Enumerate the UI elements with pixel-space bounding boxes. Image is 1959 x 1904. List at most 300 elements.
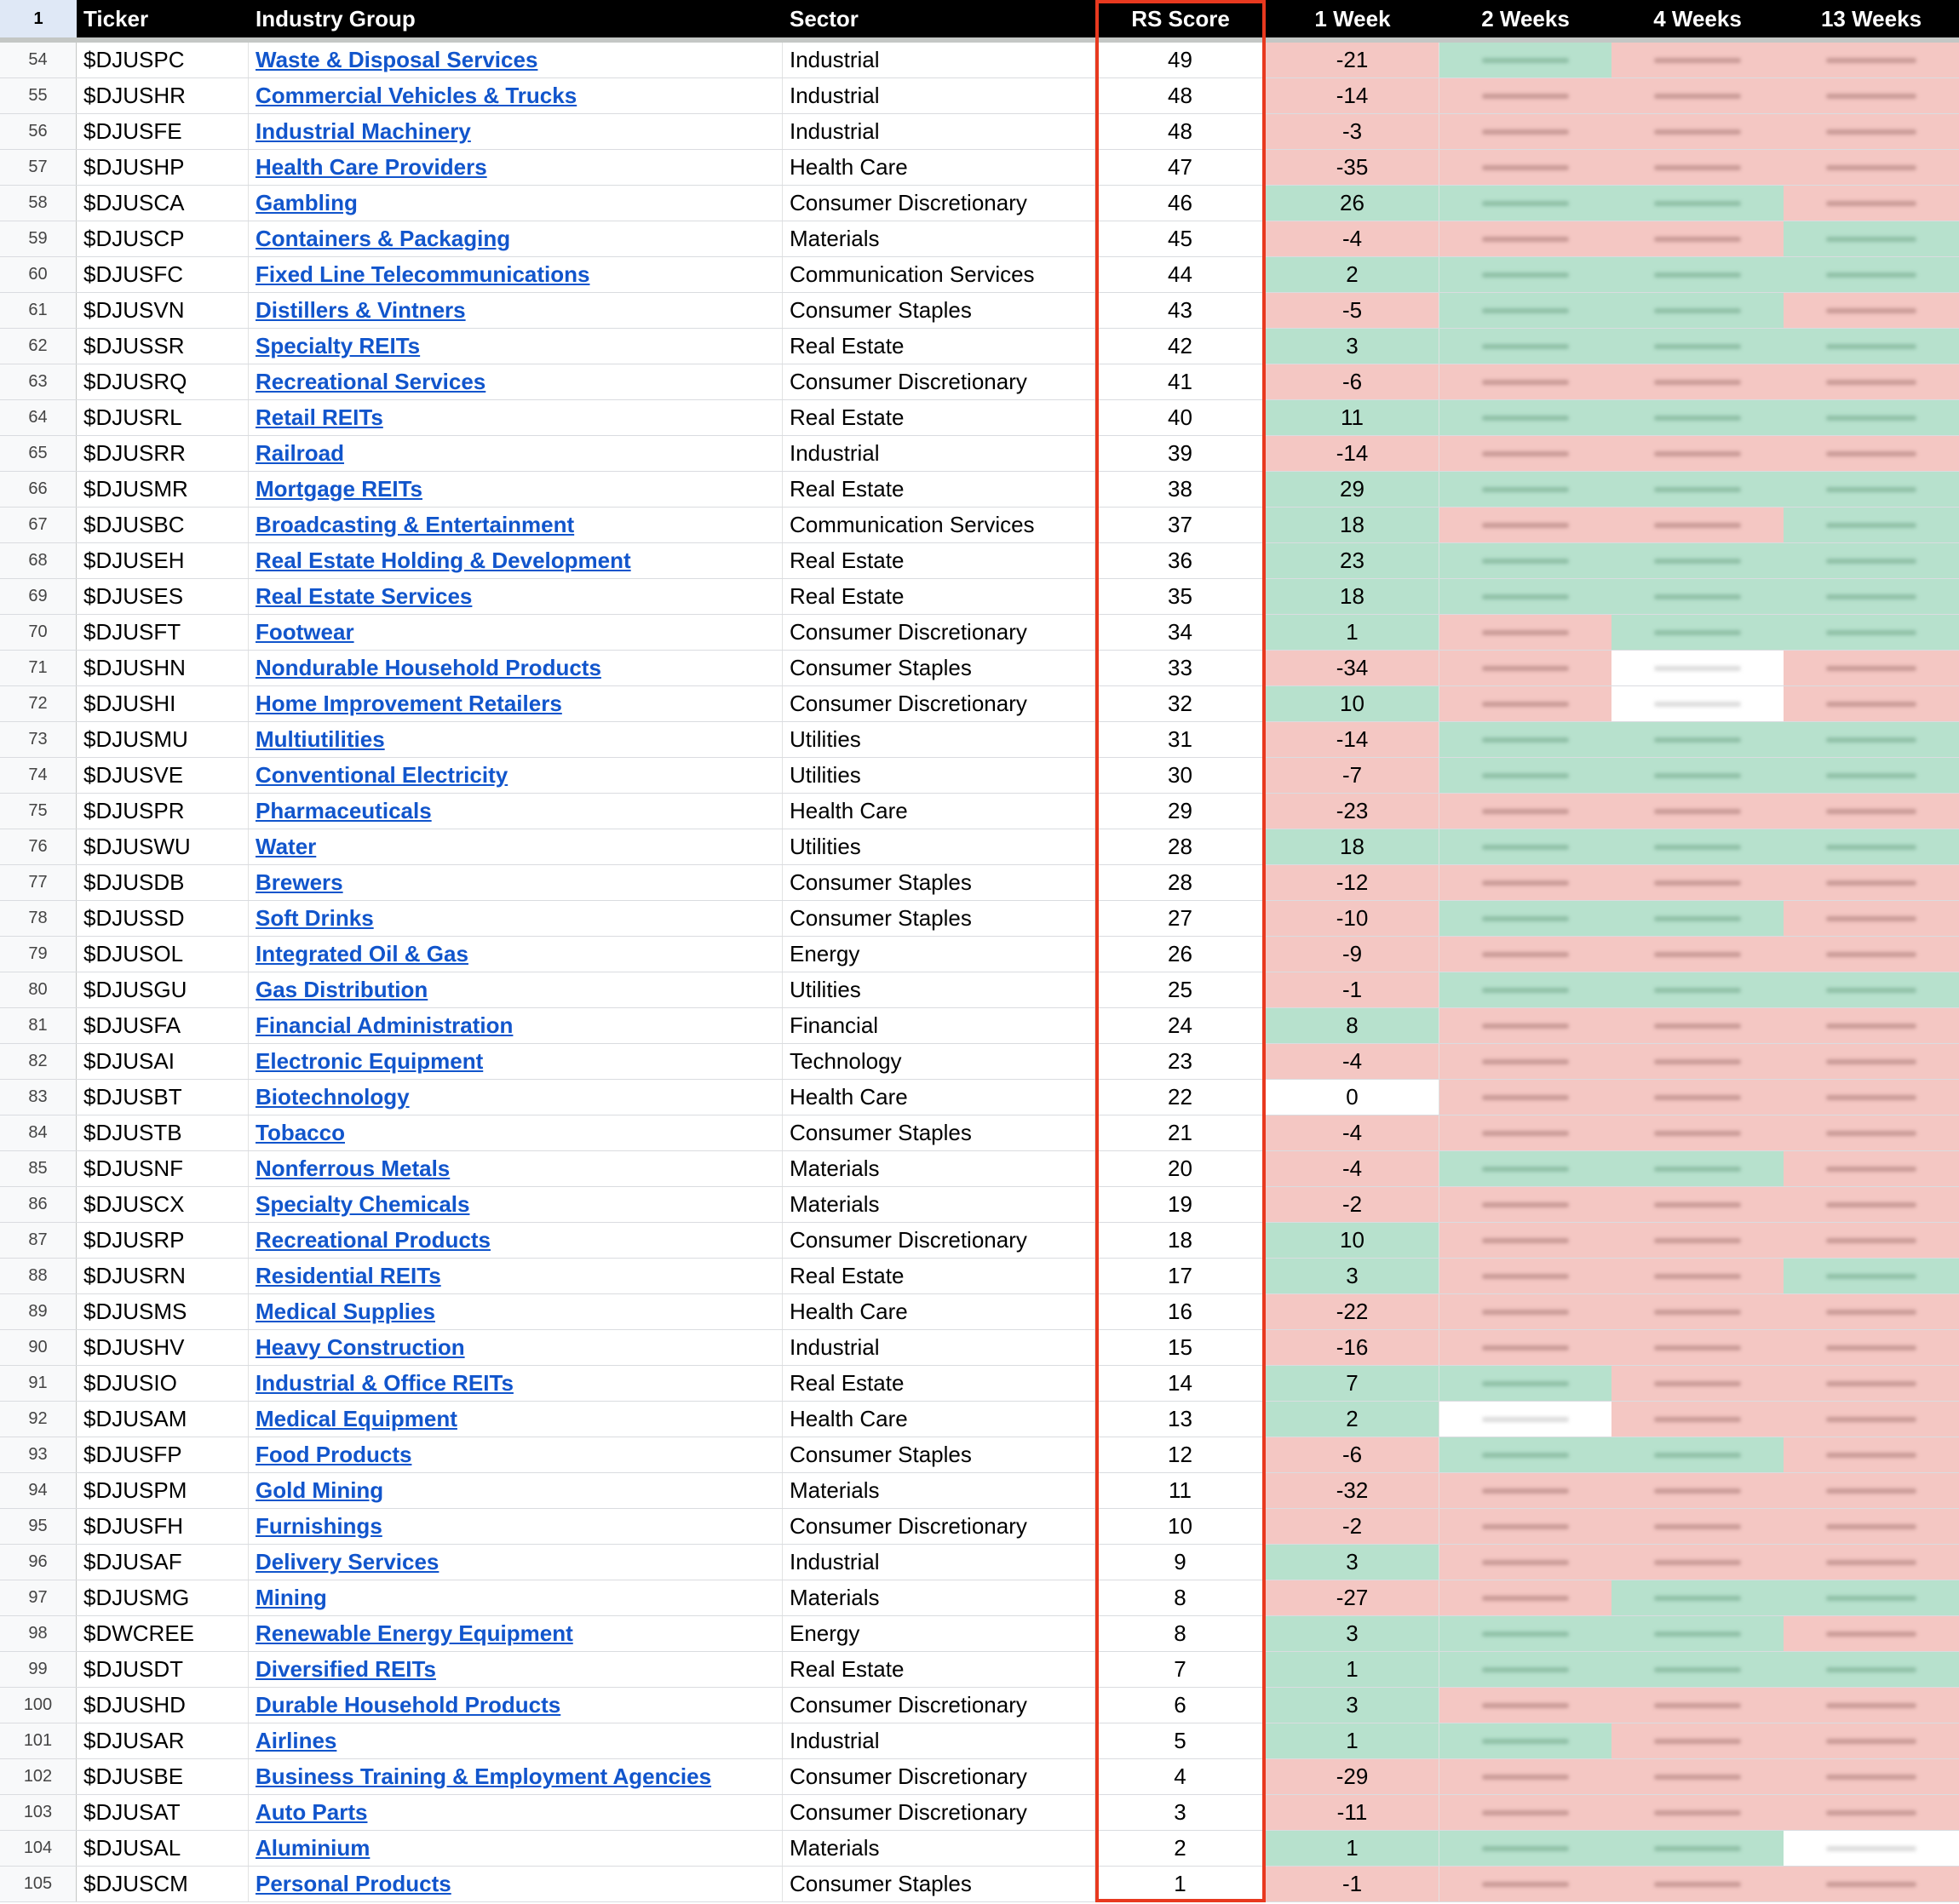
week4-blurred-cell[interactable]: [1611, 329, 1784, 364]
industry-group-cell[interactable]: [249, 794, 783, 829]
ticker-cell[interactable]: $DJUSHI: [77, 686, 249, 721]
ticker-cell[interactable]: $DJUSVE: [77, 758, 249, 793]
row-number[interactable]: 102: [0, 1759, 77, 1794]
rs-score-cell[interactable]: 3: [1095, 1795, 1266, 1830]
industry-group-cell[interactable]: [249, 78, 783, 113]
sector-cell[interactable]: Consumer Staples: [783, 901, 1095, 936]
rs-score-cell[interactable]: 20: [1095, 1151, 1266, 1186]
week1-change-cell[interactable]: -23: [1266, 794, 1439, 829]
sector-cell[interactable]: Utilities: [783, 722, 1095, 757]
ticker-cell[interactable]: $DJUSSD: [77, 901, 249, 936]
industry-group-link[interactable]: Medical Supplies: [256, 1299, 435, 1324]
week13-blurred-cell[interactable]: [1784, 615, 1959, 650]
week13-blurred-cell[interactable]: [1784, 1652, 1959, 1687]
sector-cell[interactable]: Energy: [783, 1616, 1095, 1651]
week4-blurred-cell[interactable]: [1611, 114, 1784, 149]
sector-cell[interactable]: Consumer Discretionary: [783, 1509, 1095, 1544]
week2-blurred-cell[interactable]: [1439, 114, 1611, 149]
rs-score-cell[interactable]: 35: [1095, 579, 1266, 614]
industry-group-cell[interactable]: [249, 865, 783, 900]
week4-blurred-cell[interactable]: [1611, 1330, 1784, 1365]
ticker-cell[interactable]: $DJUSAL: [77, 1831, 249, 1866]
sector-cell[interactable]: Technology: [783, 1044, 1095, 1079]
week13-blurred-cell[interactable]: [1784, 257, 1959, 292]
row-number[interactable]: 93: [0, 1437, 77, 1472]
row-number[interactable]: 99: [0, 1652, 77, 1687]
rs-score-cell[interactable]: 28: [1095, 865, 1266, 900]
table-row[interactable]: [0, 508, 1959, 543]
week1-change-cell[interactable]: 1: [1266, 1831, 1439, 1866]
ticker-cell[interactable]: $DJUSRL: [77, 400, 249, 435]
rs-score-cell[interactable]: 28: [1095, 829, 1266, 864]
sector-cell[interactable]: Consumer Staples: [783, 293, 1095, 328]
week13-blurred-cell[interactable]: [1784, 1795, 1959, 1830]
industry-group-cell[interactable]: [249, 508, 783, 542]
industry-group-cell[interactable]: [249, 1580, 783, 1615]
ticker-cell[interactable]: $DJUSEH: [77, 543, 249, 578]
week13-blurred-cell[interactable]: [1784, 472, 1959, 507]
industry-group-link[interactable]: Heavy Construction: [256, 1334, 465, 1360]
industry-group-cell[interactable]: [249, 937, 783, 972]
week2-blurred-cell[interactable]: [1439, 1259, 1611, 1293]
ticker-cell[interactable]: $DJUSAF: [77, 1545, 249, 1580]
week13-blurred-cell[interactable]: [1784, 1509, 1959, 1544]
rs-score-cell[interactable]: 12: [1095, 1437, 1266, 1472]
table-row[interactable]: [0, 1867, 1959, 1902]
week2-blurred-cell[interactable]: [1439, 150, 1611, 185]
week13-blurred-cell[interactable]: [1784, 329, 1959, 364]
week4-blurred-cell[interactable]: [1611, 364, 1784, 399]
table-row[interactable]: [0, 1437, 1959, 1473]
rs-score-cell[interactable]: 48: [1095, 114, 1266, 149]
row-number[interactable]: 55: [0, 78, 77, 113]
row-number[interactable]: 60: [0, 257, 77, 292]
week1-change-cell[interactable]: 8: [1266, 1008, 1439, 1043]
week4-blurred-cell[interactable]: [1611, 686, 1784, 721]
week13-blurred-cell[interactable]: [1784, 543, 1959, 578]
week4-blurred-cell[interactable]: [1611, 1187, 1784, 1222]
week1-change-cell[interactable]: -2: [1266, 1509, 1439, 1544]
ticker-cell[interactable]: $DJUSBT: [77, 1080, 249, 1115]
ticker-cell[interactable]: $DJUSAI: [77, 1044, 249, 1079]
row-number[interactable]: 90: [0, 1330, 77, 1365]
week4-blurred-cell[interactable]: [1611, 1223, 1784, 1258]
sector-cell[interactable]: Consumer Staples: [783, 651, 1095, 685]
rs-score-cell[interactable]: 38: [1095, 472, 1266, 507]
industry-group-link[interactable]: Gas Distribution: [256, 977, 428, 1002]
industry-group-cell[interactable]: [249, 972, 783, 1007]
week1-change-cell[interactable]: -10: [1266, 901, 1439, 936]
table-row[interactable]: [0, 829, 1959, 865]
week4-blurred-cell[interactable]: [1611, 1044, 1784, 1079]
ticker-cell[interactable]: $DJUSDT: [77, 1652, 249, 1687]
week4-blurred-cell[interactable]: [1611, 186, 1784, 221]
industry-group-cell[interactable]: [249, 1473, 783, 1508]
industry-group-cell[interactable]: [249, 364, 783, 399]
week2-blurred-cell[interactable]: [1439, 901, 1611, 936]
week13-blurred-cell[interactable]: [1784, 186, 1959, 221]
industry-group-cell[interactable]: [249, 400, 783, 435]
week1-change-cell[interactable]: -3: [1266, 114, 1439, 149]
week2-blurred-cell[interactable]: [1439, 829, 1611, 864]
ticker-cell[interactable]: $DJUSGU: [77, 972, 249, 1007]
table-row[interactable]: [0, 543, 1959, 579]
industry-group-link[interactable]: Distillers & Vintners: [256, 297, 466, 323]
sector-cell[interactable]: Industrial: [783, 43, 1095, 77]
rs-score-cell[interactable]: 8: [1095, 1616, 1266, 1651]
industry-group-cell[interactable]: [249, 1545, 783, 1580]
week1-change-cell[interactable]: -4: [1266, 221, 1439, 256]
week13-blurred-cell[interactable]: [1784, 43, 1959, 77]
week1-change-cell[interactable]: -9: [1266, 937, 1439, 972]
week1-change-cell[interactable]: -35: [1266, 150, 1439, 185]
row-number[interactable]: 73: [0, 722, 77, 757]
ticker-cell[interactable]: $DJUSHV: [77, 1330, 249, 1365]
week13-blurred-cell[interactable]: [1784, 1867, 1959, 1901]
sector-cell[interactable]: Real Estate: [783, 579, 1095, 614]
week4-blurred-cell[interactable]: [1611, 794, 1784, 829]
rs-score-cell[interactable]: 37: [1095, 508, 1266, 542]
industry-group-cell[interactable]: [249, 579, 783, 614]
week13-blurred-cell[interactable]: [1784, 1545, 1959, 1580]
industry-group-cell[interactable]: [249, 436, 783, 471]
table-row[interactable]: [0, 472, 1959, 508]
industry-group-link[interactable]: Durable Household Products: [256, 1692, 561, 1718]
industry-group-cell[interactable]: [249, 257, 783, 292]
sector-cell[interactable]: Health Care: [783, 1080, 1095, 1115]
week1-change-cell[interactable]: 29: [1266, 472, 1439, 507]
industry-group-link[interactable]: Food Products: [256, 1442, 412, 1467]
sector-cell[interactable]: Real Estate: [783, 1259, 1095, 1293]
week13-blurred-cell[interactable]: [1784, 651, 1959, 685]
sector-cell[interactable]: Consumer Discretionary: [783, 1223, 1095, 1258]
week2-blurred-cell[interactable]: [1439, 758, 1611, 793]
table-row[interactable]: [0, 794, 1959, 829]
ticker-cell[interactable]: $DJUSSR: [77, 329, 249, 364]
ticker-cell[interactable]: $DJUSFA: [77, 1008, 249, 1043]
ticker-cell[interactable]: $DJUSTB: [77, 1115, 249, 1150]
rs-score-cell[interactable]: 47: [1095, 150, 1266, 185]
sector-cell[interactable]: Consumer Discretionary: [783, 1795, 1095, 1830]
row-number[interactable]: 98: [0, 1616, 77, 1651]
industry-group-link[interactable]: Gambling: [256, 190, 358, 215]
week4-blurred-cell[interactable]: [1611, 400, 1784, 435]
row-number[interactable]: 83: [0, 1080, 77, 1115]
week13-blurred-cell[interactable]: [1784, 686, 1959, 721]
row-number[interactable]: 76: [0, 829, 77, 864]
week2-blurred-cell[interactable]: [1439, 1509, 1611, 1544]
industry-group-link[interactable]: Industrial & Office REITs: [256, 1370, 514, 1396]
week2-blurred-cell[interactable]: [1439, 1151, 1611, 1186]
row-number[interactable]: 101: [0, 1723, 77, 1758]
row-number[interactable]: 65: [0, 436, 77, 471]
week2-blurred-cell[interactable]: [1439, 400, 1611, 435]
sector-cell[interactable]: Materials: [783, 1831, 1095, 1866]
table-row[interactable]: [0, 43, 1959, 78]
industry-group-cell[interactable]: [249, 1437, 783, 1472]
table-row[interactable]: [0, 114, 1959, 150]
week4-blurred-cell[interactable]: [1611, 972, 1784, 1007]
week1-change-cell[interactable]: -6: [1266, 1437, 1439, 1472]
ticker-cell[interactable]: $DJUSMU: [77, 722, 249, 757]
week2-blurred-cell[interactable]: [1439, 1616, 1611, 1651]
week2-blurred-cell[interactable]: [1439, 1759, 1611, 1794]
week4-blurred-cell[interactable]: [1611, 1008, 1784, 1043]
rs-score-cell[interactable]: 43: [1095, 293, 1266, 328]
ticker-cell[interactable]: $DJUSHP: [77, 150, 249, 185]
row-number[interactable]: 61: [0, 293, 77, 328]
week2-blurred-cell[interactable]: [1439, 1080, 1611, 1115]
week2-blurred-cell[interactable]: [1439, 1044, 1611, 1079]
rs-score-cell[interactable]: 41: [1095, 364, 1266, 399]
sector-cell[interactable]: Utilities: [783, 829, 1095, 864]
industry-group-link[interactable]: Footwear: [256, 619, 354, 645]
industry-group-cell[interactable]: [249, 543, 783, 578]
industry-group-link[interactable]: Recreational Services: [256, 369, 486, 394]
industry-group-cell[interactable]: [249, 1616, 783, 1651]
week13-blurred-cell[interactable]: [1784, 1580, 1959, 1615]
week4-blurred-cell[interactable]: [1611, 150, 1784, 185]
row-number[interactable]: 92: [0, 1402, 77, 1437]
table-row[interactable]: [0, 1616, 1959, 1652]
industry-group-cell[interactable]: [249, 722, 783, 757]
week1-change-cell[interactable]: -4: [1266, 1115, 1439, 1150]
industry-group-link[interactable]: Fixed Line Telecommunications: [256, 261, 590, 287]
week2-blurred-cell[interactable]: [1439, 1223, 1611, 1258]
week1-change-cell[interactable]: -2: [1266, 1187, 1439, 1222]
rs-score-cell[interactable]: 19: [1095, 1187, 1266, 1222]
week4-blurred-cell[interactable]: [1611, 1831, 1784, 1866]
sector-cell[interactable]: Consumer Staples: [783, 1867, 1095, 1901]
industry-group-link[interactable]: Multiutilities: [256, 726, 385, 752]
table-row[interactable]: [0, 1330, 1959, 1366]
industry-group-cell[interactable]: [249, 186, 783, 221]
week2-blurred-cell[interactable]: [1439, 1580, 1611, 1615]
ticker-cell[interactable]: $DJUSAM: [77, 1402, 249, 1437]
industry-group-link[interactable]: Broadcasting & Entertainment: [256, 512, 575, 537]
table-row[interactable]: [0, 293, 1959, 329]
week2-blurred-cell[interactable]: [1439, 1545, 1611, 1580]
week2-blurred-cell[interactable]: [1439, 472, 1611, 507]
row-number[interactable]: 72: [0, 686, 77, 721]
week4-blurred-cell[interactable]: [1611, 615, 1784, 650]
week2-blurred-cell[interactable]: [1439, 1652, 1611, 1687]
rs-score-cell[interactable]: 15: [1095, 1330, 1266, 1365]
industry-group-cell[interactable]: [249, 1831, 783, 1866]
row-number[interactable]: 105: [0, 1867, 77, 1901]
ticker-cell[interactable]: $DJUSAR: [77, 1723, 249, 1758]
rs-score-cell[interactable]: 18: [1095, 1223, 1266, 1258]
ticker-cell[interactable]: $DJUSHR: [77, 78, 249, 113]
ticker-cell[interactable]: $DJUSHD: [77, 1688, 249, 1723]
table-row[interactable]: [0, 221, 1959, 257]
table-row[interactable]: [0, 1402, 1959, 1437]
week1-change-cell[interactable]: -1: [1266, 972, 1439, 1007]
week4-blurred-cell[interactable]: [1611, 543, 1784, 578]
week4-blurred-cell[interactable]: [1611, 1473, 1784, 1508]
industry-group-cell[interactable]: [249, 329, 783, 364]
row-number[interactable]: 58: [0, 186, 77, 221]
week13-blurred-cell[interactable]: [1784, 758, 1959, 793]
week4-blurred-cell[interactable]: [1611, 758, 1784, 793]
sector-cell[interactable]: Real Estate: [783, 472, 1095, 507]
week13-blurred-cell[interactable]: [1784, 1688, 1959, 1723]
week1-change-cell[interactable]: -21: [1266, 43, 1439, 77]
rs-score-cell[interactable]: 26: [1095, 937, 1266, 972]
week2-blurred-cell[interactable]: [1439, 1688, 1611, 1723]
week2-blurred-cell[interactable]: [1439, 293, 1611, 328]
sector-cell[interactable]: Energy: [783, 937, 1095, 972]
week13-blurred-cell[interactable]: [1784, 1115, 1959, 1150]
week1-change-cell[interactable]: -4: [1266, 1151, 1439, 1186]
rs-score-cell[interactable]: 30: [1095, 758, 1266, 793]
week4-blurred-cell[interactable]: [1611, 1151, 1784, 1186]
week1-change-cell[interactable]: 2: [1266, 1402, 1439, 1437]
week13-blurred-cell[interactable]: [1784, 1223, 1959, 1258]
rs-score-cell[interactable]: 5: [1095, 1723, 1266, 1758]
week2-blurred-cell[interactable]: [1439, 329, 1611, 364]
industry-group-link[interactable]: Delivery Services: [256, 1549, 439, 1574]
row-number[interactable]: 56: [0, 114, 77, 149]
week13-blurred-cell[interactable]: [1784, 829, 1959, 864]
week2-blurred-cell[interactable]: [1439, 1115, 1611, 1150]
rs-score-cell[interactable]: 11: [1095, 1473, 1266, 1508]
week13-blurred-cell[interactable]: [1784, 400, 1959, 435]
sector-cell[interactable]: Consumer Discretionary: [783, 615, 1095, 650]
table-row[interactable]: [0, 1044, 1959, 1080]
row-number[interactable]: 95: [0, 1509, 77, 1544]
industry-group-link[interactable]: Airlines: [256, 1728, 337, 1753]
table-row[interactable]: [0, 186, 1959, 221]
sector-cell[interactable]: Materials: [783, 1187, 1095, 1222]
week2-blurred-cell[interactable]: [1439, 1437, 1611, 1472]
industry-group-link[interactable]: Brewers: [256, 869, 343, 895]
week1-change-cell[interactable]: 1: [1266, 1723, 1439, 1758]
industry-group-link[interactable]: Residential REITs: [256, 1263, 441, 1288]
ticker-cell[interactable]: $DJUSMG: [77, 1580, 249, 1615]
week4-blurred-cell[interactable]: [1611, 1294, 1784, 1329]
week4-blurred-cell[interactable]: [1611, 1080, 1784, 1115]
industry-group-link[interactable]: Pharmaceuticals: [256, 798, 432, 823]
week2-blurred-cell[interactable]: [1439, 543, 1611, 578]
week1-change-cell[interactable]: 10: [1266, 1223, 1439, 1258]
week2-blurred-cell[interactable]: [1439, 651, 1611, 685]
row-number[interactable]: 69: [0, 579, 77, 614]
ticker-cell[interactable]: $DJUSFH: [77, 1509, 249, 1544]
rs-score-cell[interactable]: 21: [1095, 1115, 1266, 1150]
table-row[interactable]: [0, 1688, 1959, 1723]
sector-cell[interactable]: Industrial: [783, 1723, 1095, 1758]
table-row[interactable]: [0, 937, 1959, 972]
week13-blurred-cell[interactable]: [1784, 1259, 1959, 1293]
week1-change-cell[interactable]: 11: [1266, 400, 1439, 435]
row-number[interactable]: 82: [0, 1044, 77, 1079]
row-number[interactable]: 85: [0, 1151, 77, 1186]
week13-header[interactable]: 13 Weeks: [1820, 6, 1922, 32]
row-number[interactable]: 81: [0, 1008, 77, 1043]
table-row[interactable]: [0, 686, 1959, 722]
industry-group-cell[interactable]: [249, 1723, 783, 1758]
table-row[interactable]: [0, 972, 1959, 1008]
table-row[interactable]: [0, 1509, 1959, 1545]
row-number[interactable]: 77: [0, 865, 77, 900]
week13-blurred-cell[interactable]: [1784, 1187, 1959, 1222]
industry-group-link[interactable]: Specialty REITs: [256, 333, 421, 358]
week13-blurred-cell[interactable]: [1784, 1366, 1959, 1401]
industry-group-cell[interactable]: [249, 1652, 783, 1687]
industry-group-cell[interactable]: [249, 1044, 783, 1079]
week1-change-cell[interactable]: 18: [1266, 579, 1439, 614]
industry-group-link[interactable]: Diversified REITs: [256, 1656, 436, 1682]
table-row[interactable]: [0, 1008, 1959, 1044]
sector-cell[interactable]: Health Care: [783, 150, 1095, 185]
week1-change-cell[interactable]: -14: [1266, 722, 1439, 757]
week1-change-cell[interactable]: -5: [1266, 293, 1439, 328]
rs-score-cell[interactable]: 1: [1095, 1867, 1266, 1901]
row-number[interactable]: 86: [0, 1187, 77, 1222]
ticker-cell[interactable]: $DJUSNF: [77, 1151, 249, 1186]
row-number[interactable]: 62: [0, 329, 77, 364]
rs-score-cell[interactable]: 7: [1095, 1652, 1266, 1687]
ticker-cell[interactable]: $DJUSWU: [77, 829, 249, 864]
industry-group-cell[interactable]: [249, 1402, 783, 1437]
table-row[interactable]: [0, 1187, 1959, 1223]
ticker-cell[interactable]: $DJUSRR: [77, 436, 249, 471]
industry-group-cell[interactable]: [249, 150, 783, 185]
week2-blurred-cell[interactable]: [1439, 43, 1611, 77]
row-number[interactable]: 68: [0, 543, 77, 578]
rs-score-cell[interactable]: 27: [1095, 901, 1266, 936]
ticker-cell[interactable]: $DJUSRQ: [77, 364, 249, 399]
week1-change-cell[interactable]: -4: [1266, 1044, 1439, 1079]
industry-group-link[interactable]: Retail REITs: [256, 404, 383, 430]
rs-score-cell[interactable]: 8: [1095, 1580, 1266, 1615]
week2-blurred-cell[interactable]: [1439, 615, 1611, 650]
industry-group-cell[interactable]: [249, 1688, 783, 1723]
week1-change-cell[interactable]: 1: [1266, 1652, 1439, 1687]
row-number[interactable]: 103: [0, 1795, 77, 1830]
sector-cell[interactable]: Consumer Staples: [783, 1115, 1095, 1150]
industry-group-cell[interactable]: [249, 43, 783, 77]
industry-group-link[interactable]: Health Care Providers: [256, 154, 487, 180]
industry-group-cell[interactable]: [249, 114, 783, 149]
row-number[interactable]: 80: [0, 972, 77, 1007]
row-number[interactable]: 64: [0, 400, 77, 435]
week2-blurred-cell[interactable]: [1439, 257, 1611, 292]
week13-blurred-cell[interactable]: [1784, 293, 1959, 328]
week2-blurred-cell[interactable]: [1439, 722, 1611, 757]
week1-change-cell[interactable]: 3: [1266, 1616, 1439, 1651]
industry-group-link[interactable]: Home Improvement Retailers: [256, 691, 562, 716]
sector-cell[interactable]: Real Estate: [783, 400, 1095, 435]
ticker-cell[interactable]: $DJUSHN: [77, 651, 249, 685]
week1-change-cell[interactable]: 0: [1266, 1080, 1439, 1115]
row-number[interactable]: 78: [0, 901, 77, 936]
industry-group-cell[interactable]: [249, 472, 783, 507]
industry-group-link[interactable]: Industrial Machinery: [256, 118, 471, 144]
row-number[interactable]: 97: [0, 1580, 77, 1615]
week13-blurred-cell[interactable]: [1784, 1008, 1959, 1043]
rs-score-cell[interactable]: 45: [1095, 221, 1266, 256]
rs-score-cell[interactable]: 4: [1095, 1759, 1266, 1794]
week13-blurred-cell[interactable]: [1784, 1151, 1959, 1186]
table-row[interactable]: [0, 1831, 1959, 1867]
table-row[interactable]: [0, 1723, 1959, 1759]
week2-blurred-cell[interactable]: [1439, 508, 1611, 542]
table-row[interactable]: [0, 329, 1959, 364]
industry-group-cell[interactable]: [249, 1366, 783, 1401]
rs-score-cell[interactable]: 9: [1095, 1545, 1266, 1580]
